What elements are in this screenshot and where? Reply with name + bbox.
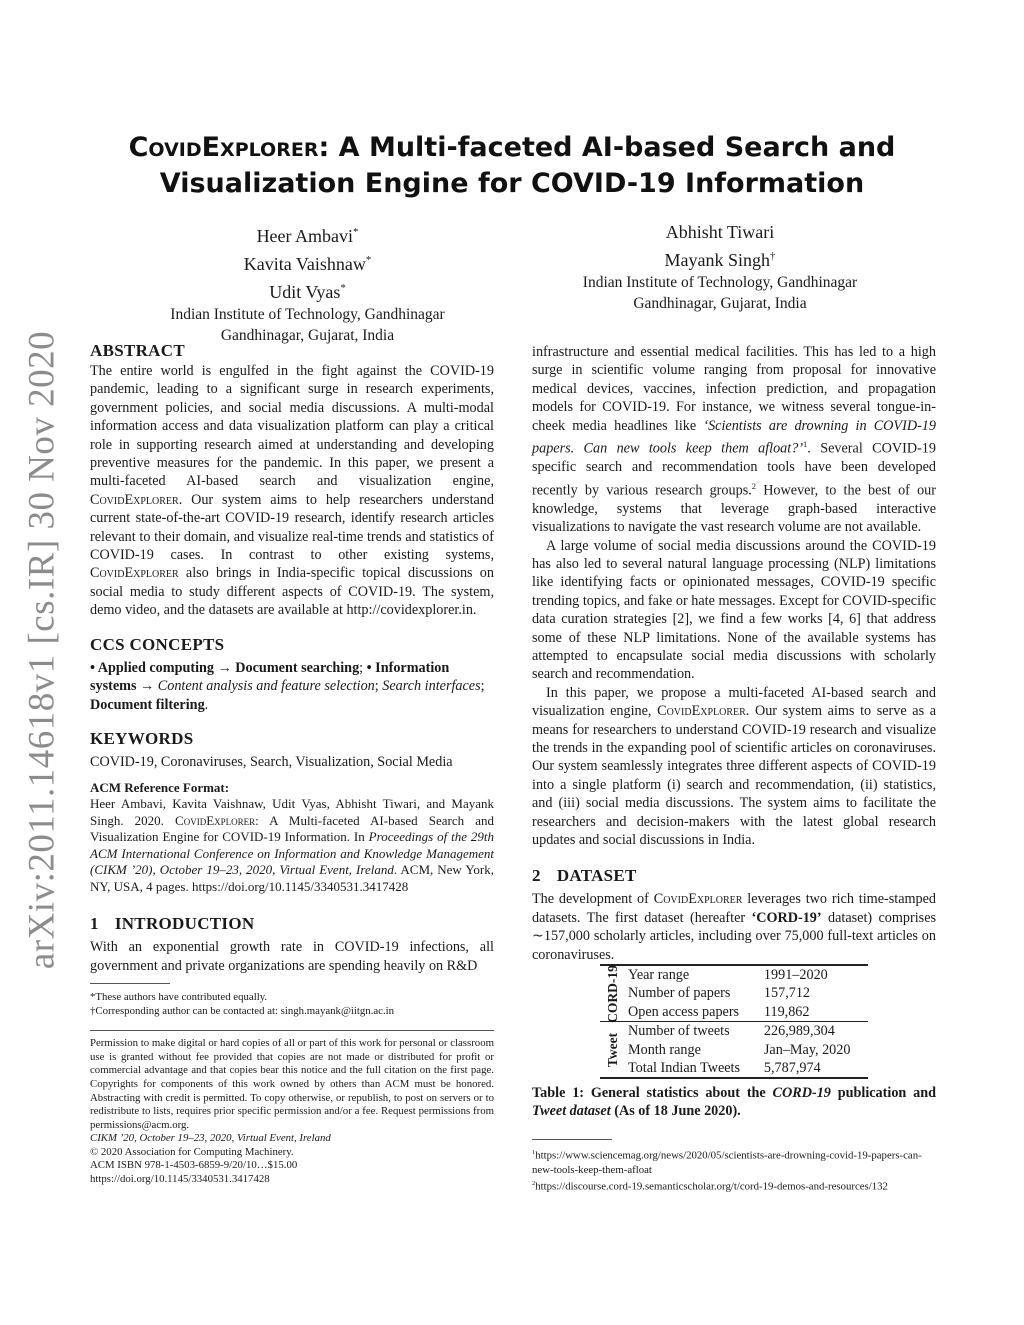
dataset-heading: 2 DATASET: [532, 866, 637, 886]
author-location: Gandhinagar, Gujarat, India: [220, 327, 395, 344]
dataset-text: The development of CovidExplorer leverages two rich time-stamped datasets. The first dataset (hereafter ‘CORD-19’ dataset) comprises ∼157,000 scholarly articles, including over 75,000 full-text articles on coronaviruses.: [532, 891, 937, 963]
permission-text: Permission to make digital or hard copies of all or part of this work for personal or classroom use is granted without fee provided that copies are not made or distributed for profit or commercial advantage and that copies bear this notice and the full citation on the first page. Copyrights for components of this work owned by others than ACM must be honored. Abstracting with credit is permitted. To copy otherwise, or republish, to post on servers or to redistribute to lists, requires prior specific permission and/or a fee. Request permissions from permissions@acm.org.: [90, 1037, 494, 1131]
acm-reference-text: Heer Ambavi, Kavita Vaishnaw, Udit Vyas, Abhisht Tiwari, and Mayank Singh. 2020. CovidExplorer: A Multi-faceted AI-based Search and Visualization Engine for COVID-19 Information. In Proceedings of the 29th ACM International Conference on Information and Knowledge Management (CIKM ’20), October 19–23, 2020, Virtual Event, Ireland. ACM, New York, NY, USA, 4 pages. https://doi.org/10.1145/3340531.3417428: [90, 796, 495, 894]
footnote-equal-contribution: *These authors have contributed equally.: [90, 991, 268, 1004]
arxiv-identifier: arXiv:2011.14618v1 [cs.IR] 30 Nov 2020: [21, 330, 63, 970]
permission-copyright: © 2020 Association for Computing Machinery.: [90, 1145, 294, 1158]
footnotes-right: [532, 1139, 936, 1193]
right-column: [532, 343, 936, 964]
table-cell-key: Month range: [628, 1041, 701, 1058]
ccs-text: • Applied computing → Document searching; • Information systems → Content analysis and feature selection; Search interfaces; Document filtering.: [90, 659, 485, 713]
ccs-heading: CCS CONCEPTS: [90, 634, 225, 654]
table-cell-key: Number of tweets: [626, 1022, 762, 1041]
abstract-text: The entire world is engulfed in the fight against the COVID-19 pandemic, leading to a significant surge in research experiments, government policies, and social media discussions. A multi-modal information access and data visualization platform can play a critical role in supporting research aimed at understanding and developing preventive measures for the pandemic. In this paper, we present a multi-faceted AI-based search and visualization engine, CovidExplorer. Our system aims to help researchers understand current state-of-the-art COVID-19 research, identify research articles relevant to their domain, and visualize real-time trends and statistics of COVID-19 cases. In contrast to other existing systems, CovidExplorer also brings in India-specific topical discussions on social media to study different aspects of COVID-19. The system, demo video, and the datasets are available at http://covidexplorer.in.: [90, 363, 494, 619]
table-cell-value: 119,862: [763, 1003, 810, 1020]
introduction-paragraph-3: In this paper, we propose a multi-faceted AI-based search and visualization engine, CovidExplorer. Our system aims to serve as a means for researchers to understand COVID-19 research and visualize the trends in the expanding pool of scientific articles on coronaviruses. Our system seamlessly integrates three different aspects of COVID-19 into a single platform (i) search and recommendation, (ii) statistics, and (iii) social media discussions. The system aims to facilitate the researchers and decision-makers with the latest global research updates and social discussions in India.: [532, 684, 937, 849]
table-row: [600, 1059, 868, 1078]
statistics-table: [600, 964, 868, 1079]
author-name: Heer Ambavi*: [256, 226, 359, 246]
footnote-rule: [90, 983, 170, 984]
paper-title: [100, 130, 924, 202]
group-label-cord19: CORD-19: [600, 965, 626, 1022]
arxiv-stamp: [21, 330, 63, 970]
left-column: [90, 340, 494, 1187]
footnotes-left: [90, 990, 494, 1018]
group-label-tweet: Tweet: [600, 1022, 626, 1079]
table-cell-key: Total Indian Tweets: [626, 1059, 762, 1078]
table-cell-value: 1991–2020: [762, 965, 868, 984]
footnote-rule: [532, 1139, 612, 1140]
table-cell-key: Year range: [626, 965, 762, 984]
table-row: [600, 1041, 868, 1059]
footnote-2: $^2$https://discourse.cord-19.semanticscholar.org/t/cord-19-demos-and-resources/132: [532, 1179, 888, 1193]
footnote-1: $^1$https://www.sciencemag.org/news/2020/05/scientists-are-drowning-covid-19-papers-can-new-tools-keep-them-afloat: [532, 1149, 922, 1176]
permission-rule: [90, 1030, 494, 1031]
table-cell-key: Open access papers: [628, 1003, 740, 1020]
author-name: Kavita Vaishnaw*: [243, 254, 372, 274]
abstract-heading: ABSTRACT: [90, 341, 185, 360]
system-name: CovidExplorer: [128, 132, 319, 163]
table-row: [600, 965, 868, 984]
introduction-heading: 1 INTRODUCTION: [90, 914, 255, 934]
table-caption: Table 1: General statistics about the CORD-19 publication and Tweet dataset (As of 18 June 2020).: [532, 1085, 936, 1120]
permission-block: [90, 1037, 494, 1187]
introduction-paragraph-2: A large volume of social media discussions around the COVID-19 has also led to several natural language processing (NLP) limitations like identifying facts or opinionated messages, COVID-19 specific trending topics, and fake or hate messages. Except for COVID-specific data curation strategies [2], we find a few works [4, 6] that address some of these NLP limitations. None of the available systems has attempted to encapsulate social media discussions with scholarly search and recommendation.: [532, 537, 936, 683]
table-cell-value: 5,787,974: [762, 1059, 868, 1078]
title-line1-rest: : A Multi-faceted AI-based Search and: [318, 132, 896, 163]
author-name: Abhisht Tiwari: [665, 222, 775, 242]
table-cell-value: Jan–May, 2020: [763, 1041, 851, 1058]
author-name: Mayank Singh†: [664, 250, 776, 270]
table-row: [600, 984, 868, 1002]
author-institution: Indian Institute of Technology, Gandhinagar: [582, 274, 858, 291]
author-block-right: [520, 220, 920, 314]
introduction-text-left: With an exponential growth rate in COVID-19 infections, all government and private organizations are spending heavily on R&D: [90, 939, 494, 974]
keywords-heading: KEYWORDS: [90, 728, 194, 748]
keywords-text: COVID-19, Coronaviruses, Search, Visualization, Social Media: [90, 753, 453, 770]
permission-doi: https://doi.org/10.1145/3340531.3417428: [90, 1173, 270, 1186]
table-cell-key: Number of papers: [628, 985, 731, 1002]
acm-reference-label: ACM Reference Format:: [90, 780, 230, 796]
author-institution: Indian Institute of Technology, Gandhinagar: [170, 306, 445, 323]
introduction-text-right: infrastructure and essential medical facilities. This has led to a high surge in scientific volume ranging from proposal for innovative medical devices, vaccines, infection prediction, and propagation models for COVID-19. For instance, we witness several tongue-in-cheek media headlines like ‘Scientists are drowning in COVID-19 papers. Can new tools keep them afloat?’$^1$. Several COVID-19 specific search and recommendation tools have been developed recently by various research groups.$^2$ However, to the best of our knowledge, systems that leverage graph-based interactive visualizations to navigate the vast research volume are not available.: [532, 344, 936, 536]
footnote-corresponding-author: †Corresponding author can be contacted at: singh.mayank@iitgn.ac.in: [90, 1005, 395, 1018]
author-block-left: [110, 220, 505, 346]
title-line2: Visualization Engine for COVID-19 Information: [159, 168, 865, 199]
table-cell-value: 226,989,304: [762, 1022, 868, 1041]
permission-isbn: ACM ISBN 978-1-4503-6859-9/20/10…$15.00: [90, 1159, 298, 1172]
table-cell-value: 157,712: [763, 985, 811, 1002]
permission-venue: CIKM ’20, October 19–23, 2020, Virtual Event, Ireland: [90, 1132, 331, 1145]
table-row: [600, 1003, 868, 1022]
table-row: [600, 1022, 868, 1041]
author-name: Udit Vyas*: [269, 282, 346, 302]
author-location: Gandhinagar, Gujarat, India: [633, 295, 807, 312]
